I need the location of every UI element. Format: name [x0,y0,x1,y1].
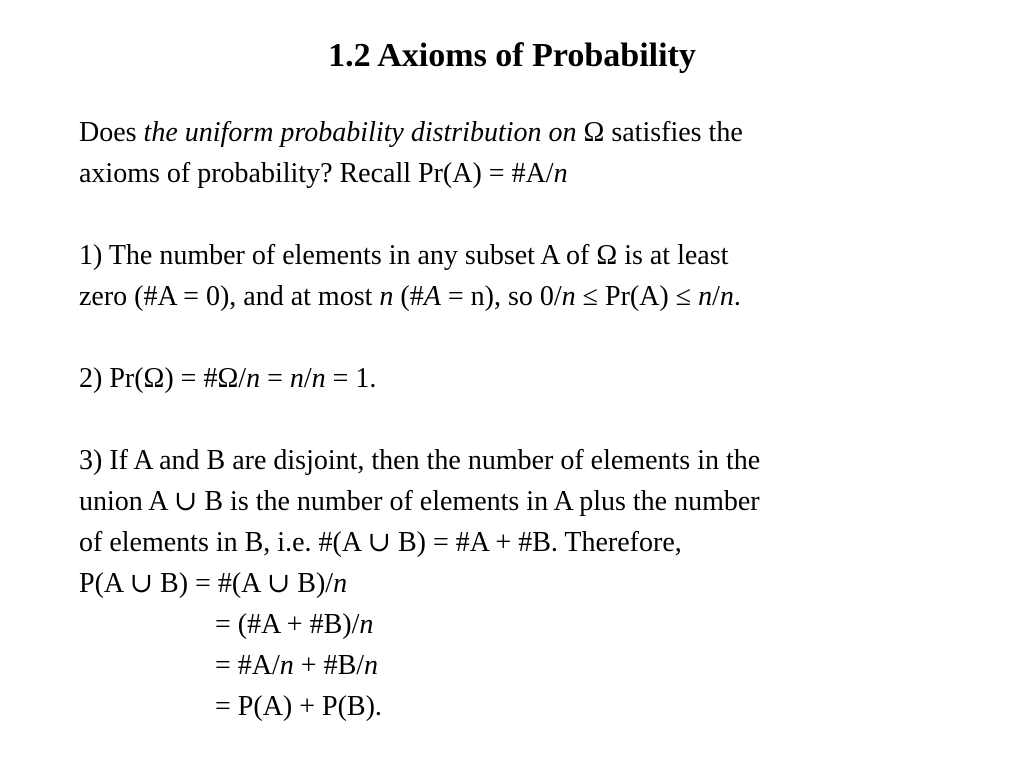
text-run: 2) Pr(Ω) = #Ω/ [79,363,247,394]
axiom2-line [79,358,959,399]
text-run: Does [79,117,144,148]
text-run-italic: n [364,650,379,681]
spacer [79,399,959,440]
text-run: Ω satisfies the [576,117,743,148]
text-run: = (#A + #B)/ [215,609,360,640]
equation-line-3 [79,645,959,686]
text-run: ≤ Pr(A) ≤ [575,281,699,312]
text-run: axioms of probability? Recall Pr(A) = #A/ [79,158,554,189]
text-run-italic: n [561,281,576,312]
text-run-italic: n [553,158,568,189]
intro-line-2 [79,153,959,194]
text-run: = 1. [325,363,377,394]
spacer [79,194,959,235]
text-run: = [260,363,290,394]
slide-title: 1.2 Axioms of Probability [328,37,696,74]
text-run-italic: n [698,281,713,312]
text-run: zero (#A = 0), and at most [79,281,380,312]
text-run: . [733,281,741,312]
equation-line-4: = P(A) + P(B). [215,691,382,722]
text-run: / [712,281,720,312]
text-run: (# [393,281,424,312]
equation-line-1 [79,563,959,604]
axiom3-line-1: 3) If A and B are disjoint, then the number of elements in the [79,445,761,476]
text-run: = #A/ [215,650,280,681]
text-run-italic: A [423,281,441,312]
slide-body [79,112,959,727]
text-run: / [303,363,312,394]
text-run-italic: n [359,609,374,640]
text-run-italic: n [719,281,734,312]
axiom3-line-2: union A ∪ B is the number of elements in A plus the number [79,486,760,517]
axiom1-line-2 [79,276,959,317]
text-run-italic: n [246,363,261,394]
text-run-italic: n [279,650,294,681]
text-run-italic: n [333,568,348,599]
text-run-italic: n [379,281,394,312]
axiom1-line-1: 1) The number of elements in any subset A of Ω is at least [79,240,729,271]
intro-line-1 [79,112,959,153]
equation-line-2 [79,604,959,645]
text-run: = n), so 0/ [440,281,562,312]
text-run-italic: the uniform probability distribution on [143,117,577,148]
text-run: P(A ∪ B) = #(A ∪ B)/ [79,568,334,599]
text-run-italic: n [311,363,326,394]
spacer [79,317,959,358]
text-run: + #B/ [293,650,365,681]
axiom3-line-3: of elements in B, i.e. #(A ∪ B) = #A + #B. Therefore, [79,527,682,558]
text-run-italic: n [289,363,304,394]
